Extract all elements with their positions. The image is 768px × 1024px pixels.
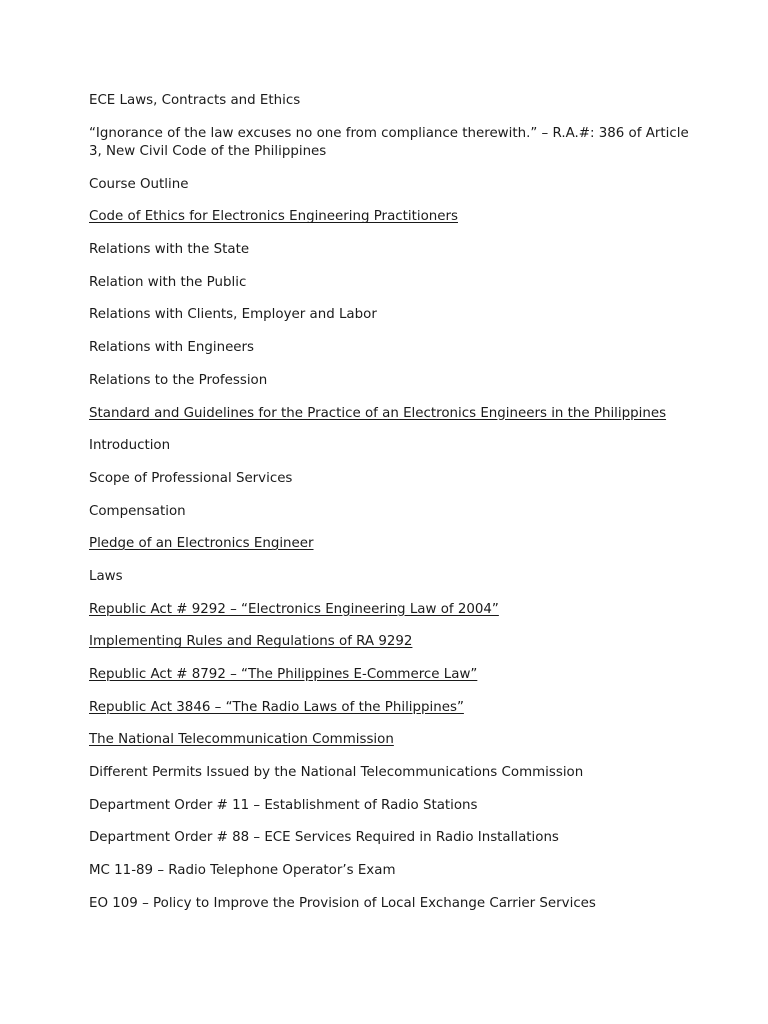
outline-item: Laws <box>89 568 123 584</box>
outline-link-standard-guidelines[interactable]: Standard and Guidelines for the Practice of an Electronics Engineers in the Philippines <box>89 405 667 421</box>
outline-link-ra-3846[interactable]: Republic Act 3846 – “The Radio Laws of the Philippines” <box>89 699 464 715</box>
outline-item: Introduction <box>89 438 171 454</box>
outline-item: Scope of Professional Services <box>89 470 293 486</box>
outline-item: Relations with Engineers <box>89 340 255 356</box>
outline-link-code-of-ethics[interactable]: Code of Ethics for Electronics Engineering Practitioners <box>89 209 458 225</box>
epigraph-quote: “Ignorance of the law excuses no one from compliance therewith.” – R.A.#: 386 of Article 3, New Civil Code of the Philippines <box>89 125 689 159</box>
outline-item: MC 11-89 – Radio Telephone Operator’s Exam <box>89 863 396 879</box>
document-page <box>89 92 729 928</box>
outline-link-ra-8792[interactable]: Republic Act # 8792 – “The Philippines E-Commerce Law” <box>89 667 478 682</box>
outline-link-pledge[interactable]: Pledge of an Electronics Engineer <box>89 536 314 552</box>
course-outline-heading: Course Outline <box>89 176 189 192</box>
outline-item: Compensation <box>89 503 186 519</box>
outline-item: Different Permits Issued by the National Telecommunications Commission <box>89 765 584 781</box>
outline-link-ra-9292[interactable]: Republic Act # 9292 – “Electronics Engineering Law of 2004” <box>89 601 499 617</box>
document-title: ECE Laws, Contracts and Ethics <box>89 93 301 108</box>
outline-item: Relation with the Public <box>89 274 247 290</box>
outline-item: Relations to the Profession <box>89 372 268 388</box>
outline-link-ntc[interactable]: The National Telecommunication Commission <box>89 732 394 748</box>
outline-item: Relations with the State <box>89 242 250 258</box>
outline-item: EO 109 – Policy to Improve the Provision of Local Exchange Carrier Services <box>89 895 596 911</box>
outline-item: Department Order # 88 – ECE Services Required in Radio Installations <box>89 830 559 846</box>
outline-item: Department Order # 11 – Establishment of Radio Stations <box>89 797 478 813</box>
outline-link-irr-ra-9292[interactable]: Implementing Rules and Regulations of RA 9292 <box>89 634 413 650</box>
outline-item: Relations with Clients, Employer and Labor <box>89 307 377 323</box>
